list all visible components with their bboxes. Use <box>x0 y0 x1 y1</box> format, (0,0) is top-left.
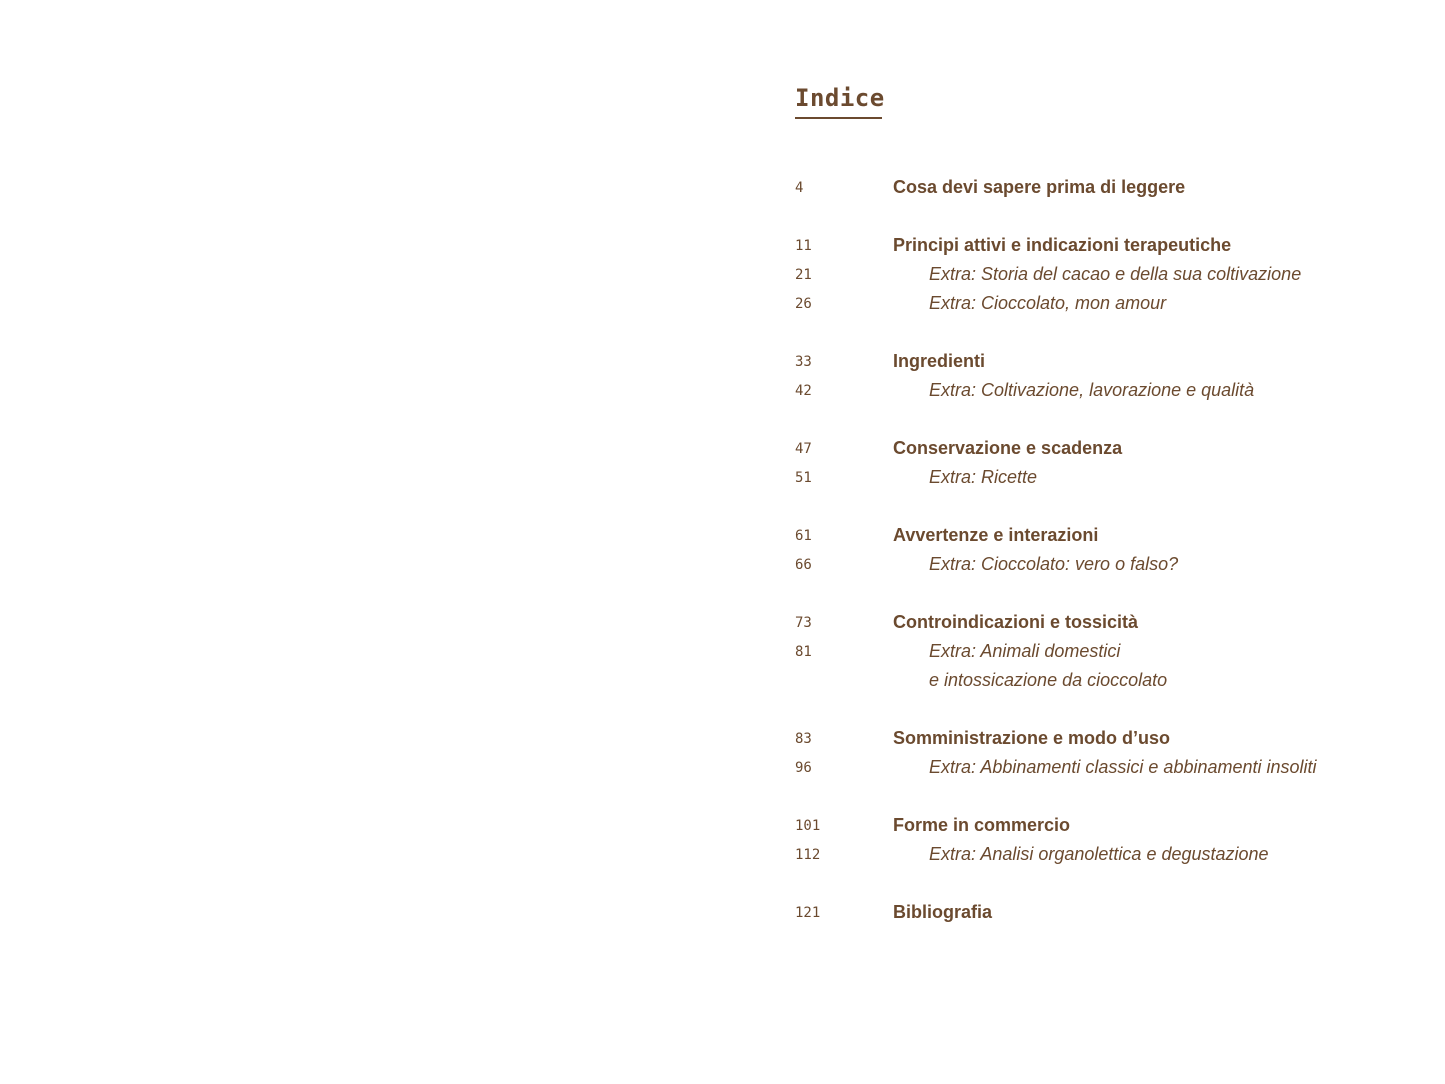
toc-extra-entry[interactable] <box>795 637 1415 666</box>
page-number: 51 <box>795 470 812 486</box>
page-number: 112 <box>795 847 821 863</box>
page-number: 101 <box>795 818 821 834</box>
chapter-title: Controindicazioni e tossicità <box>893 612 1139 632</box>
chapter-title: Forme in commercio <box>893 815 1071 835</box>
page-number: 26 <box>795 296 812 312</box>
toc-extra-entry[interactable] <box>795 463 1415 492</box>
toc-entry[interactable] <box>795 434 1415 463</box>
toc-section <box>795 347 1415 405</box>
toc-section <box>795 724 1415 782</box>
toc-extra-entry[interactable] <box>795 260 1415 289</box>
page-number: 47 <box>795 441 812 457</box>
extra-title: Extra: Cioccolato: vero o falso? <box>929 554 1179 574</box>
chapter-title: Conservazione e scadenza <box>893 438 1123 458</box>
page-number: 73 <box>795 615 812 631</box>
toc-section <box>795 231 1415 318</box>
extra-title: Extra: Storia del cacao e della sua coltivazione <box>929 264 1302 284</box>
toc-extra-entry[interactable] <box>795 550 1415 579</box>
chapter-title: Somministrazione e modo d’uso <box>893 728 1171 748</box>
chapter-title: Avvertenze e interazioni <box>893 525 1099 545</box>
toc-extra-entry[interactable] <box>795 376 1415 405</box>
toc-section <box>795 608 1415 695</box>
toc-extra-entry[interactable] <box>795 289 1415 318</box>
extra-title: Extra: Abbinamenti classici e abbinamenti insoliti <box>929 757 1317 777</box>
extra-title: e intossicazione da cioccolato <box>929 670 1168 690</box>
toc-entry[interactable] <box>795 231 1415 260</box>
chapter-title: Cosa devi sapere prima di leggere <box>893 177 1186 197</box>
page-number: 96 <box>795 760 812 776</box>
page-number: 21 <box>795 267 812 283</box>
page-number: 4 <box>795 180 804 196</box>
toc-section <box>795 521 1415 579</box>
toc-entry[interactable] <box>795 608 1415 637</box>
toc-extra-entry[interactable] <box>795 840 1415 869</box>
toc-extra-entry[interactable] <box>795 666 1415 695</box>
index-title: Indice <box>795 84 885 112</box>
page-number: 11 <box>795 238 812 254</box>
toc-entry[interactable] <box>795 347 1415 376</box>
page-number: 83 <box>795 731 812 747</box>
toc-entry[interactable] <box>795 898 1415 927</box>
page-number: 81 <box>795 644 812 660</box>
toc-entry[interactable] <box>795 724 1415 753</box>
toc-entry[interactable] <box>795 173 1415 202</box>
extra-title: Extra: Analisi organolettica e degustazione <box>929 844 1269 864</box>
title-underline <box>795 117 882 119</box>
chapter-title: Bibliografia <box>893 902 993 922</box>
table-of-contents <box>795 173 1415 956</box>
toc-extra-entry[interactable] <box>795 753 1415 782</box>
extra-title: Extra: Cioccolato, mon amour <box>929 293 1167 313</box>
page-number: 121 <box>795 905 821 921</box>
extra-title: Extra: Ricette <box>929 467 1038 487</box>
toc-section <box>795 434 1415 492</box>
page-number: 61 <box>795 528 812 544</box>
toc-section <box>795 811 1415 869</box>
page-number: 66 <box>795 557 812 573</box>
toc-section <box>795 173 1415 202</box>
chapter-title: Principi attivi e indicazioni terapeutiche <box>893 235 1232 255</box>
extra-title: Extra: Animali domestici <box>929 641 1121 661</box>
extra-title: Extra: Coltivazione, lavorazione e qualità <box>929 380 1255 400</box>
toc-entry[interactable] <box>795 811 1415 840</box>
toc-section <box>795 898 1415 927</box>
page-number: 42 <box>795 383 812 399</box>
toc-entry[interactable] <box>795 521 1415 550</box>
page-number: 33 <box>795 354 812 370</box>
chapter-title: Ingredienti <box>893 351 986 371</box>
